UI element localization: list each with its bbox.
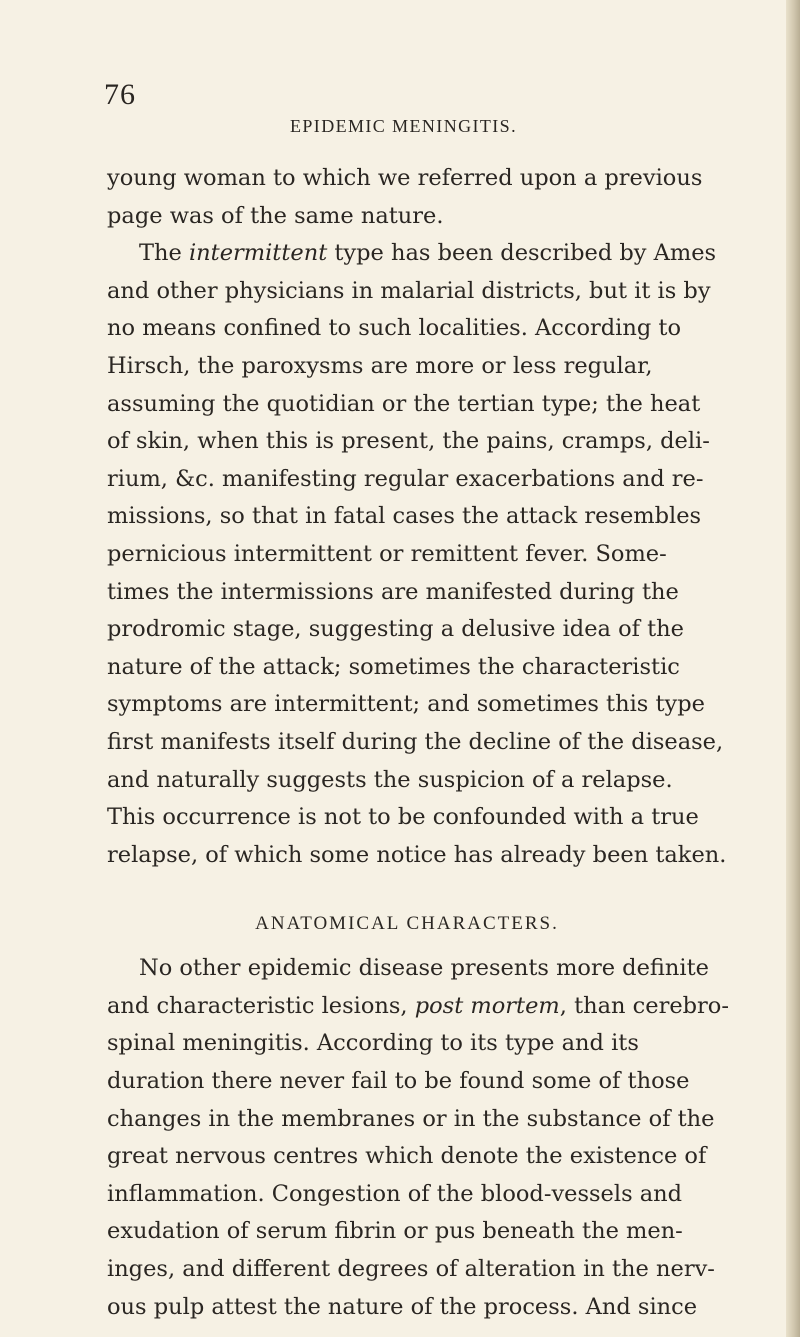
text-line — [107, 235, 717, 273]
text-line: no means confined to such localities. According to — [107, 315, 682, 342]
body-text — [107, 160, 729, 1326]
running-head: EPIDEMIC MENINGITIS. — [290, 116, 517, 136]
text-line: and other physicians in malarial districts, but it is by — [107, 277, 711, 304]
text-line: changes in the membranes or in the substance of the — [107, 1105, 715, 1132]
text-line: relapse, of which some notice has already been taken. — [107, 841, 727, 868]
text-line: nature of the attack; sometimes the characteristic — [107, 653, 680, 680]
text-line: inflammation. Congestion of the blood-vessels and — [107, 1180, 683, 1207]
section-heading: ANATOMICAL CHARACTERS. — [255, 913, 559, 935]
text-line: great nervous centres which denote the existence of — [107, 1143, 707, 1170]
text-line: and naturally suggests the suspicion of a relapse. — [107, 766, 673, 793]
text-span: The — [139, 240, 189, 267]
text-span: and characteristic lesions, — [107, 992, 415, 1019]
italic-term: intermittent — [188, 240, 328, 267]
text-line: times the intermissions are manifested during the — [107, 578, 679, 605]
text-line: rium, &c. manifesting regular exacerbations and re- — [107, 465, 704, 492]
text-span: , than cerebro- — [559, 992, 729, 1019]
text-line: exudation of serum fibrin or pus beneath the men- — [107, 1218, 683, 1245]
text-line: first manifests itself during the decline of the disease, — [107, 728, 724, 755]
page-edge-shadow — [786, 0, 800, 1337]
text-line: Hirsch, the paroxysms are more or less regular, — [107, 352, 653, 379]
text-line: symptoms are intermittent; and sometimes this type — [107, 691, 705, 718]
text-span: type has been described by Ames — [327, 240, 717, 267]
text-line: page was of the same nature. — [107, 202, 444, 229]
page-number: 76 — [104, 78, 136, 111]
italic-term: post mortem — [414, 992, 560, 1019]
text-line — [107, 988, 729, 1026]
text-line: duration there never fail to be found some of those — [107, 1068, 690, 1095]
text-line: This occurrence is not to be confounded with a true — [107, 804, 699, 831]
text-line: No other epidemic disease presents more definite — [139, 955, 709, 982]
text-line: young woman to which we referred upon a previous — [107, 165, 703, 191]
text-line: pernicious intermittent or remittent fever. Some- — [107, 540, 667, 567]
text-line: assuming the quotidian or the tertian type; the heat — [107, 390, 701, 417]
text-line: inges, and different degrees of alteration in the nerv- — [107, 1256, 715, 1283]
text-line: of skin, when this is present, the pains, cramps, deli- — [107, 428, 710, 455]
text-line: missions, so that in fatal cases the attack resembles — [107, 503, 702, 530]
text-line: ous pulp attest the nature of the process. And since — [107, 1293, 698, 1320]
text-line: spinal meningitis. According to its type and its — [107, 1030, 639, 1057]
text-line: prodromic stage, suggesting a delusive idea of the — [107, 616, 684, 643]
